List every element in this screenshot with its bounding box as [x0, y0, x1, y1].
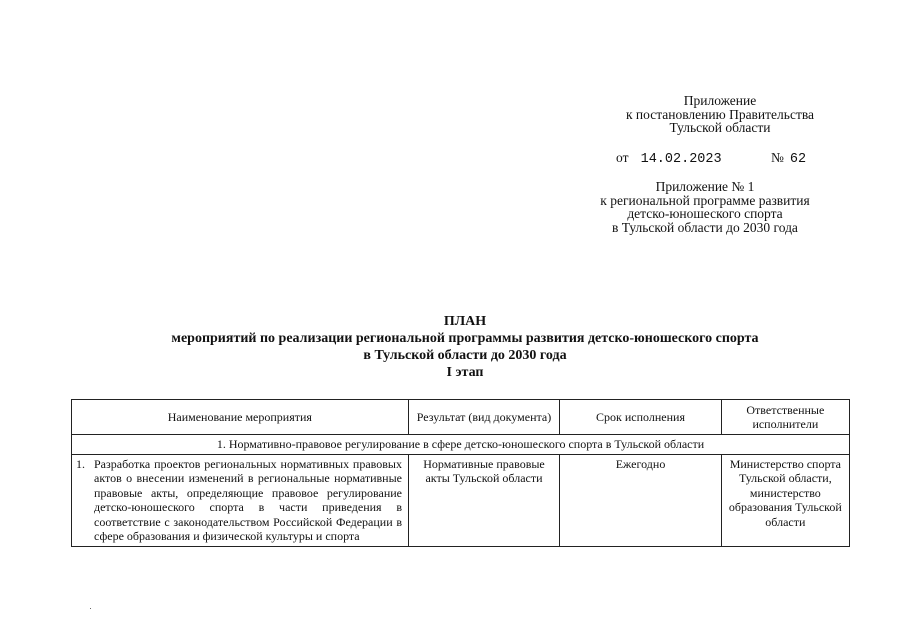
- header-cell-deadline: Срок исполнения: [560, 400, 721, 435]
- header-cell-responsible: Ответственные исполнители: [721, 400, 849, 435]
- resolution-date-line: [616, 150, 807, 167]
- title-line: в Тульской области до 2030 года: [363, 348, 567, 363]
- cell-deadline: Ежегодно: [560, 454, 721, 546]
- table-section-row: [72, 435, 850, 455]
- appendix-line: к постановлению Правительства: [625, 106, 815, 122]
- appendix-line: Тульской области: [669, 120, 771, 135]
- plan-table: [71, 399, 850, 547]
- title-line: ПЛАН: [443, 314, 487, 329]
- number-label: №: [771, 150, 784, 165]
- appendix-line: к региональной программе развития: [600, 192, 810, 208]
- scan-speck: [90, 608, 91, 609]
- appendix-line: Приложение № 1: [655, 179, 755, 194]
- resolution-number: 62: [789, 152, 807, 167]
- resolution-date: 14.02.2023: [640, 152, 722, 167]
- header-cell-name: Наименование мероприятия: [72, 400, 409, 435]
- resolution-number-group: [771, 150, 806, 167]
- date-label: от: [616, 150, 629, 165]
- cell-result: Нормативные правовые акты Тульской области: [408, 454, 560, 546]
- appendix-to-resolution: [600, 94, 840, 135]
- cell-responsible: Министерство спорта Тульской области, министерство образования Тульской области: [721, 454, 849, 546]
- appendix-line: Приложение: [683, 93, 757, 108]
- row-name: Разработка проектов региональных нормативных правовых актов о внесении изменений в региональные нормативные правовые акты, определяющие правовое регулирование детско-юношеского спорта в части приведения в соответствие с законодательством Российской Федерации в сфере образования и физической культуры и спорта: [94, 456, 402, 543]
- table-row: [72, 454, 850, 546]
- cell-name: [72, 454, 409, 546]
- header-cell-result: Результат (вид документа): [408, 400, 560, 435]
- document-title: [60, 313, 870, 381]
- section-title: 1. Нормативно-правовое регулирование в сфере детско-юношеского спорта в Тульской области: [72, 435, 850, 455]
- row-number: 1.: [76, 456, 85, 471]
- appendix-to-program: [580, 180, 830, 234]
- title-line: мероприятий по реализации региональной программы развития детско-юношеского спорта: [171, 331, 759, 346]
- appendix-line: детско-юношеского спорта: [627, 206, 783, 221]
- table-header-row: [72, 400, 850, 435]
- title-line: I этап: [446, 365, 484, 380]
- appendix-line: в Тульской области до 2030 года: [612, 219, 798, 235]
